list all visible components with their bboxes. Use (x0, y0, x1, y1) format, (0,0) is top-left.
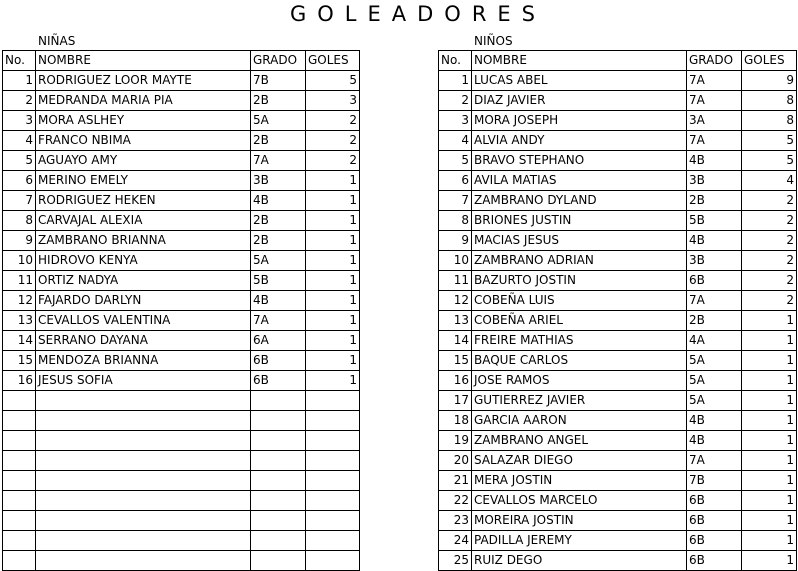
row-number-empty (3, 471, 36, 491)
goals: 1 (306, 311, 360, 331)
grade: 2B (251, 211, 306, 231)
column-header: NOMBRE (472, 51, 687, 71)
table-row (3, 351, 360, 371)
goals: 1 (742, 551, 797, 571)
player-name-empty (36, 511, 251, 531)
goals: 1 (742, 511, 797, 531)
table-row (439, 411, 797, 431)
grade: 6B (687, 551, 742, 571)
table-row (439, 151, 797, 171)
grade: 2B (251, 131, 306, 151)
goals: 5 (306, 71, 360, 91)
grade: 7A (687, 91, 742, 111)
grade: 3B (251, 171, 306, 191)
goals: 1 (306, 331, 360, 351)
grade: 7A (251, 311, 306, 331)
row-number-empty (3, 431, 36, 451)
grade: 6A (251, 331, 306, 351)
grade: 7B (251, 71, 306, 91)
goals: 2 (742, 251, 797, 271)
player-name: RODRIGUEZ LOOR MAYTE (36, 71, 251, 91)
grade: 3A (687, 111, 742, 131)
row-number: 21 (439, 471, 472, 491)
player-name: RUIZ DEGO (472, 551, 687, 571)
boys-label: NIÑOS (474, 34, 513, 48)
goals-empty (306, 471, 360, 491)
table-row (3, 291, 360, 311)
grade: 7A (251, 151, 306, 171)
player-name: CEVALLOS VALENTINA (36, 311, 251, 331)
grade: 7A (687, 71, 742, 91)
row-number: 25 (439, 551, 472, 571)
grade: 4B (251, 191, 306, 211)
table-row (3, 411, 360, 431)
goals-empty (306, 391, 360, 411)
table-row (3, 171, 360, 191)
grade: 3B (687, 251, 742, 271)
goals: 1 (306, 351, 360, 371)
goals: 1 (306, 191, 360, 211)
goals-empty (306, 551, 360, 571)
player-name-empty (36, 491, 251, 511)
player-name: CEVALLOS MARCELO (472, 491, 687, 511)
goals: 4 (742, 171, 797, 191)
goals-empty (306, 431, 360, 451)
row-number: 15 (3, 351, 36, 371)
header-row (439, 51, 797, 71)
table-row (439, 71, 797, 91)
goals: 5 (742, 131, 797, 151)
table-row (439, 111, 797, 131)
table-row (3, 451, 360, 471)
table-row (439, 131, 797, 151)
row-number: 10 (439, 251, 472, 271)
goals: 1 (742, 311, 797, 331)
goals: 2 (742, 211, 797, 231)
goals: 1 (742, 411, 797, 431)
table-row (3, 471, 360, 491)
player-name-empty (36, 451, 251, 471)
goals: 1 (306, 371, 360, 391)
table-row (439, 551, 797, 571)
player-name: FRANCO NBIMA (36, 131, 251, 151)
player-name: SERRANO DAYANA (36, 331, 251, 351)
row-number: 2 (3, 91, 36, 111)
grade: 4B (251, 291, 306, 311)
table-row (439, 471, 797, 491)
table-row (3, 271, 360, 291)
grade-empty (251, 451, 306, 471)
row-number-empty (3, 491, 36, 511)
grade: 6B (687, 511, 742, 531)
grade: 2B (687, 191, 742, 211)
row-number: 12 (439, 291, 472, 311)
row-number: 8 (439, 211, 472, 231)
table-row (439, 491, 797, 511)
grade: 6B (687, 531, 742, 551)
grade: 5A (687, 351, 742, 371)
goals-empty (306, 411, 360, 431)
player-name: JOSE RAMOS (472, 371, 687, 391)
row-number: 18 (439, 411, 472, 431)
goals-empty (306, 511, 360, 531)
grade-empty (251, 511, 306, 531)
goals-empty (306, 451, 360, 471)
row-number: 20 (439, 451, 472, 471)
player-name: MACIAS JESUS (472, 231, 687, 251)
player-name: BAZURTO JOSTIN (472, 271, 687, 291)
grade-empty (251, 471, 306, 491)
row-number: 22 (439, 491, 472, 511)
row-number: 17 (439, 391, 472, 411)
table-row (3, 151, 360, 171)
player-name: COBEÑA ARIEL (472, 311, 687, 331)
row-number: 3 (439, 111, 472, 131)
table-row (439, 171, 797, 191)
grade: 4B (687, 431, 742, 451)
goals: 1 (742, 371, 797, 391)
row-number: 6 (439, 171, 472, 191)
player-name: MORA ASLHEY (36, 111, 251, 131)
player-name: ZAMBRANO ADRIAN (472, 251, 687, 271)
table-row (439, 431, 797, 451)
row-number: 6 (3, 171, 36, 191)
player-name: BRIONES JUSTIN (472, 211, 687, 231)
player-name: HIDROVO KENYA (36, 251, 251, 271)
row-number: 11 (439, 271, 472, 291)
goals: 8 (742, 111, 797, 131)
goals: 1 (742, 471, 797, 491)
player-name-empty (36, 391, 251, 411)
player-name-empty (36, 531, 251, 551)
table-row (3, 331, 360, 351)
row-number-empty (3, 391, 36, 411)
table-row (439, 451, 797, 471)
table-row (3, 371, 360, 391)
goals: 1 (742, 391, 797, 411)
row-number-empty (3, 531, 36, 551)
grade: 3B (687, 171, 742, 191)
grade: 6B (251, 351, 306, 371)
row-number: 19 (439, 431, 472, 451)
table-row (3, 431, 360, 451)
player-name: GUTIERREZ JAVIER (472, 391, 687, 411)
table-row (439, 271, 797, 291)
goals: 1 (742, 331, 797, 351)
player-name: MEDRANDA MARIA PIA (36, 91, 251, 111)
player-name: MOREIRA JOSTIN (472, 511, 687, 531)
grade-empty (251, 391, 306, 411)
player-name: SALAZAR DIEGO (472, 451, 687, 471)
grade: 7A (687, 131, 742, 151)
goals: 1 (742, 351, 797, 371)
column-header: GOLES (306, 51, 360, 71)
table-row (3, 251, 360, 271)
table-row (439, 91, 797, 111)
row-number: 15 (439, 351, 472, 371)
row-number: 9 (439, 231, 472, 251)
goals: 1 (742, 451, 797, 471)
row-number: 13 (439, 311, 472, 331)
row-number: 9 (3, 231, 36, 251)
table-row (439, 191, 797, 211)
player-name: MORA JOSEPH (472, 111, 687, 131)
table-row (439, 211, 797, 231)
goals-empty (306, 491, 360, 511)
player-name: AVILA MATIAS (472, 171, 687, 191)
goals: 2 (306, 151, 360, 171)
table-row (3, 71, 360, 91)
player-name: FREIRE MATHIAS (472, 331, 687, 351)
row-number: 2 (439, 91, 472, 111)
row-number: 13 (3, 311, 36, 331)
grade: 4B (687, 411, 742, 431)
table-row (3, 531, 360, 551)
player-name: JESUS SOFIA (36, 371, 251, 391)
row-number: 7 (3, 191, 36, 211)
goals: 2 (742, 271, 797, 291)
table-row (439, 511, 797, 531)
player-name: ORTIZ NADYA (36, 271, 251, 291)
player-name: ZAMBRANO DYLAND (472, 191, 687, 211)
player-name: PADILLA JEREMY (472, 531, 687, 551)
column-header: GRADO (251, 51, 306, 71)
grade-empty (251, 431, 306, 451)
row-number: 11 (3, 271, 36, 291)
table-row (3, 111, 360, 131)
grade: 5A (687, 391, 742, 411)
grade: 5B (251, 271, 306, 291)
grade-empty (251, 551, 306, 571)
table-row (439, 311, 797, 331)
grade: 2B (251, 231, 306, 251)
player-name: ZAMBRANO ANGEL (472, 431, 687, 451)
grade: 5A (251, 111, 306, 131)
boys-scorers-table (438, 50, 797, 571)
table-row (439, 351, 797, 371)
goals: 9 (742, 71, 797, 91)
row-number: 4 (3, 131, 36, 151)
goals: 1 (742, 431, 797, 451)
column-header: GRADO (687, 51, 742, 71)
column-header: GOLES (742, 51, 797, 71)
goals: 2 (742, 291, 797, 311)
row-number: 14 (3, 331, 36, 351)
goals: 2 (306, 131, 360, 151)
row-number: 8 (3, 211, 36, 231)
player-name: LUCAS ABEL (472, 71, 687, 91)
table-row (3, 491, 360, 511)
table-row (3, 91, 360, 111)
grade-empty (251, 491, 306, 511)
goals: 5 (742, 151, 797, 171)
player-name: DIAZ JAVIER (472, 91, 687, 111)
row-number: 12 (3, 291, 36, 311)
row-number: 4 (439, 131, 472, 151)
grade: 7B (687, 471, 742, 491)
table-row (3, 211, 360, 231)
row-number: 1 (3, 71, 36, 91)
row-number-empty (3, 451, 36, 471)
page-title: GOLEADORES (289, 2, 547, 26)
row-number: 10 (3, 251, 36, 271)
grade: 6B (251, 371, 306, 391)
row-number: 16 (3, 371, 36, 391)
grade: 6B (687, 491, 742, 511)
player-name: MENDOZA BRIANNA (36, 351, 251, 371)
table-row (439, 531, 797, 551)
table-row (439, 391, 797, 411)
grade: 6B (687, 271, 742, 291)
player-name: BRAVO STEPHANO (472, 151, 687, 171)
player-name: CARVAJAL ALEXIA (36, 211, 251, 231)
row-number: 7 (439, 191, 472, 211)
row-number: 1 (439, 71, 472, 91)
row-number: 16 (439, 371, 472, 391)
table-row (3, 511, 360, 531)
row-number: 14 (439, 331, 472, 351)
goals: 1 (306, 171, 360, 191)
row-number: 5 (3, 151, 36, 171)
grade: 4B (687, 151, 742, 171)
goals: 1 (306, 251, 360, 271)
table-row (439, 291, 797, 311)
goals: 2 (742, 231, 797, 251)
grade: 7A (687, 291, 742, 311)
player-name: RODRIGUEZ HEKEN (36, 191, 251, 211)
player-name: COBEÑA LUIS (472, 291, 687, 311)
player-name: AGUAYO AMY (36, 151, 251, 171)
goals: 1 (306, 211, 360, 231)
player-name: BAQUE CARLOS (472, 351, 687, 371)
table-row (3, 131, 360, 151)
grade: 7A (687, 451, 742, 471)
grade: 2B (251, 91, 306, 111)
grade-empty (251, 531, 306, 551)
goals: 1 (742, 531, 797, 551)
grade: 5A (251, 251, 306, 271)
goals: 1 (306, 231, 360, 251)
grade-empty (251, 411, 306, 431)
row-number-empty (3, 411, 36, 431)
goals: 1 (306, 291, 360, 311)
goals: 1 (742, 491, 797, 511)
player-name: ZAMBRANO BRIANNA (36, 231, 251, 251)
table-row (439, 371, 797, 391)
table-row (439, 231, 797, 251)
grade: 4B (687, 231, 742, 251)
goals: 2 (306, 111, 360, 131)
row-number: 5 (439, 151, 472, 171)
grade: 4A (687, 331, 742, 351)
goals-empty (306, 531, 360, 551)
table-row (3, 231, 360, 251)
row-number: 23 (439, 511, 472, 531)
player-name-empty (36, 471, 251, 491)
grade: 5A (687, 371, 742, 391)
table-row (3, 551, 360, 571)
table-row (3, 191, 360, 211)
table-row (3, 311, 360, 331)
girls-label: NIÑAS (38, 34, 76, 48)
girls-scorers-table (2, 50, 360, 571)
grade: 2B (687, 311, 742, 331)
column-header: No. (3, 51, 36, 71)
column-header: NOMBRE (36, 51, 251, 71)
player-name: GARCIA AARON (472, 411, 687, 431)
player-name: ALVIA ANDY (472, 131, 687, 151)
player-name: MERINO EMELY (36, 171, 251, 191)
grade: 5B (687, 211, 742, 231)
player-name: MERA JOSTIN (472, 471, 687, 491)
player-name-empty (36, 411, 251, 431)
goals: 1 (306, 271, 360, 291)
table-row (439, 331, 797, 351)
goals: 3 (306, 91, 360, 111)
goals: 2 (742, 191, 797, 211)
player-name-empty (36, 551, 251, 571)
table-row (439, 251, 797, 271)
row-number: 3 (3, 111, 36, 131)
row-number: 24 (439, 531, 472, 551)
player-name: FAJARDO DARLYN (36, 291, 251, 311)
row-number-empty (3, 511, 36, 531)
goals: 8 (742, 91, 797, 111)
row-number-empty (3, 551, 36, 571)
table-row (3, 391, 360, 411)
column-header: No. (439, 51, 472, 71)
header-row (3, 51, 360, 71)
player-name-empty (36, 431, 251, 451)
